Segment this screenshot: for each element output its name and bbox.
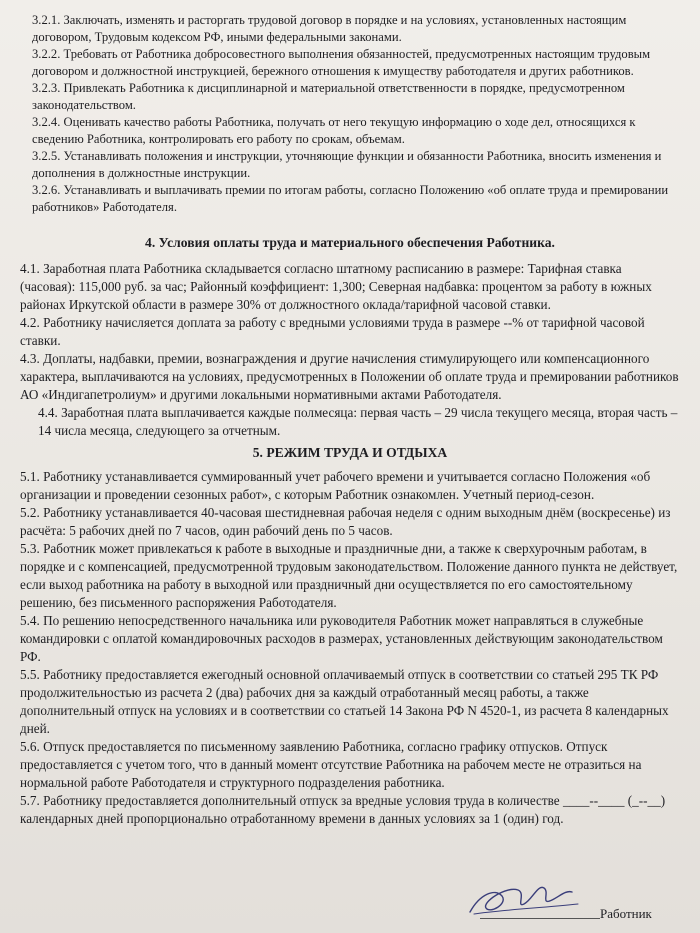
clause-5-1 xyxy=(20,468,680,504)
handwritten-signature-icon xyxy=(460,874,590,924)
clause-3-2-1 xyxy=(20,12,680,46)
clause-5-7 xyxy=(20,792,680,828)
clause-text: Требовать от Работника добросовестного выполнения обязанностей, предусмотренных настоящим трудовым договором и должностной инструкцией, бережного отношения к имуществу работодателя и других работников. xyxy=(32,47,651,78)
clause-5-4 xyxy=(20,612,680,666)
clause-3-2-3 xyxy=(20,80,680,114)
clause-text: Отпуск предоставляется по письменному заявлению Работника, согласно графику отпусков. Отпуск предоставляется с учетом того, что в данный момент отсутствие Работника на рабочем месте не отразиться на нормальной работе Работодателя и структурного подразделения работника. xyxy=(20,739,642,790)
clause-number: 5.6. xyxy=(20,739,40,754)
signature-line xyxy=(480,918,600,919)
section-5-heading: 5. РЕЖИМ ТРУДА И ОТДЫХА xyxy=(252,445,448,460)
clause-text: Устанавливать положения и инструкции, уточняющие функции и обязанности Работника, вносить изменения и дополнения в должностные инструкции. xyxy=(32,149,662,180)
clause-number: 3.2.1. xyxy=(32,13,61,27)
clause-5-3 xyxy=(20,540,680,612)
signature-block xyxy=(460,890,690,930)
clause-text: Оценивать качество работы Работника, получать от него текущую информацию о ходе дел, относящихся к сведению Работника, контролировать его работу по срокам, объемам. xyxy=(32,115,636,146)
clause-number: 3.2.2. xyxy=(32,47,61,61)
clause-text: Заключать, изменять и расторгать трудовой договор в порядке и на условиях, установленных настоящим договором, Трудовым кодексом РФ, иными федеральными законами. xyxy=(32,13,627,44)
clause-3-2-2 xyxy=(20,46,680,80)
clause-text: Заработная плата Работника складывается согласно штатному расписанию в размере: Тарифная ставка (часовая): 115,000 руб. за час; Районный коэффициент: 1,300; Северная надбавка: процентом за работу в южных районах Иркутской области в размере 30% от должностного оклада/тарифной часовой ставки. xyxy=(20,261,652,312)
clause-number: 3.2.5. xyxy=(32,149,61,163)
clause-number: 5.7. xyxy=(20,793,40,808)
clause-4-2 xyxy=(20,314,680,350)
clause-number: 5.4. xyxy=(20,613,40,628)
clause-number: 5.1. xyxy=(20,469,40,484)
clause-number: 4.3. xyxy=(20,351,40,366)
clause-number: 4.2. xyxy=(20,315,40,330)
clause-number: 4.1. xyxy=(20,261,40,276)
clause-number: 3.2.3. xyxy=(32,81,61,95)
clause-text: Работнику устанавливается суммированный учет рабочего времени и учитывается согласно Положения «об организации и проведении сезонных работ», с которым Работник ознакомлен. Учетный период-сезон. xyxy=(20,469,651,502)
clause-text: Устанавливать и выплачивать премии по итогам работы, согласно Положению «об оплате труда и премировании работников» Работодателя. xyxy=(32,183,669,214)
clause-4-3 xyxy=(20,350,680,404)
clause-number: 4.4. xyxy=(38,405,58,420)
clause-3-2-6 xyxy=(20,182,680,216)
clause-number: 5.3. xyxy=(20,541,40,556)
clause-text: Привлекать Работника к дисциплинарной и материальной ответственности в порядке, предусмотренном законодательством. xyxy=(32,81,625,112)
clause-5-6 xyxy=(20,738,680,792)
clause-5-5 xyxy=(20,666,680,738)
clause-text: Работнику предоставляется дополнительный отпуск за вредные условия труда в количестве ____--____ (_--__) календарных дней пропорционально отработанному времени в данных условиях за 1 (один) год. xyxy=(20,793,666,826)
clause-4-4 xyxy=(20,404,680,440)
clause-5-2 xyxy=(20,504,680,540)
section-4-heading: 4. Условия оплаты труда и материального обеспечения Работника. xyxy=(145,235,555,250)
clause-text: Работнику устанавливается 40-часовая шестидневная рабочая неделя с одним выходным днём (воскресенье) из расчёта: 5 рабочих дней по 7 часов, один рабочий день по 5 часов. xyxy=(20,505,671,538)
clause-text: Заработная плата выплачивается каждые полмесяца: первая часть – 29 числа текущего месяца, вторая часть – 14 числа месяца, следующего за отчетным. xyxy=(38,405,678,438)
clause-3-2-4 xyxy=(20,114,680,148)
clause-number: 3.2.4. xyxy=(32,115,61,129)
clause-text: Работнику предоставляется ежегодный основной оплачиваемый отпуск в соответствии со статьей 295 ТК РФ продолжительностью из расчета 2 (два) рабочих дня за каждый отработанный месяц работы, а также дополнительный отпуск на условиях и в соответствии со статьей 14 Закона РФ N 4520-1, из расчета 8 календарных дней. xyxy=(20,667,669,736)
clause-text: Доплаты, надбавки, премии, вознаграждения и другие начисления стимулирующего или компенсационного характера, выплачиваются на условиях, предусмотренных в Положении об оплате труда и премировании работников АО «Индигапетролиум» и другими локальными нормативными актами Работодателя. xyxy=(20,351,679,402)
clause-text: По решению непосредственного начальника или руководителя Работник может направляться в служебные командировки с оплатой командировочных расходов в размерах, установленных действующим законодательством РФ. xyxy=(20,613,663,664)
clause-number: 5.5. xyxy=(20,667,40,682)
clause-3-2-5 xyxy=(20,148,680,182)
clause-number: 5.2. xyxy=(20,505,40,520)
clause-4-1 xyxy=(20,260,680,314)
signature-label: Работник xyxy=(600,906,652,921)
clause-number: 3.2.6. xyxy=(32,183,61,197)
clause-text: Работник может привлекаться к работе в выходные и праздничные дни, а также к сверхурочным работам, в порядке и с компенсацией, предусмотренной трудовым законодательством. Положение данного пункта не действует, если выход работника на работу в выходной или праздничный дни осуществляется по его самостоятельному решению, без письменного распоряжения Работодателя. xyxy=(20,541,678,610)
clause-text: Работнику начисляется доплата за работу с вредными условиями труда в размере --% от тарифной часовой ставки. xyxy=(20,315,645,348)
document-body xyxy=(20,12,680,828)
